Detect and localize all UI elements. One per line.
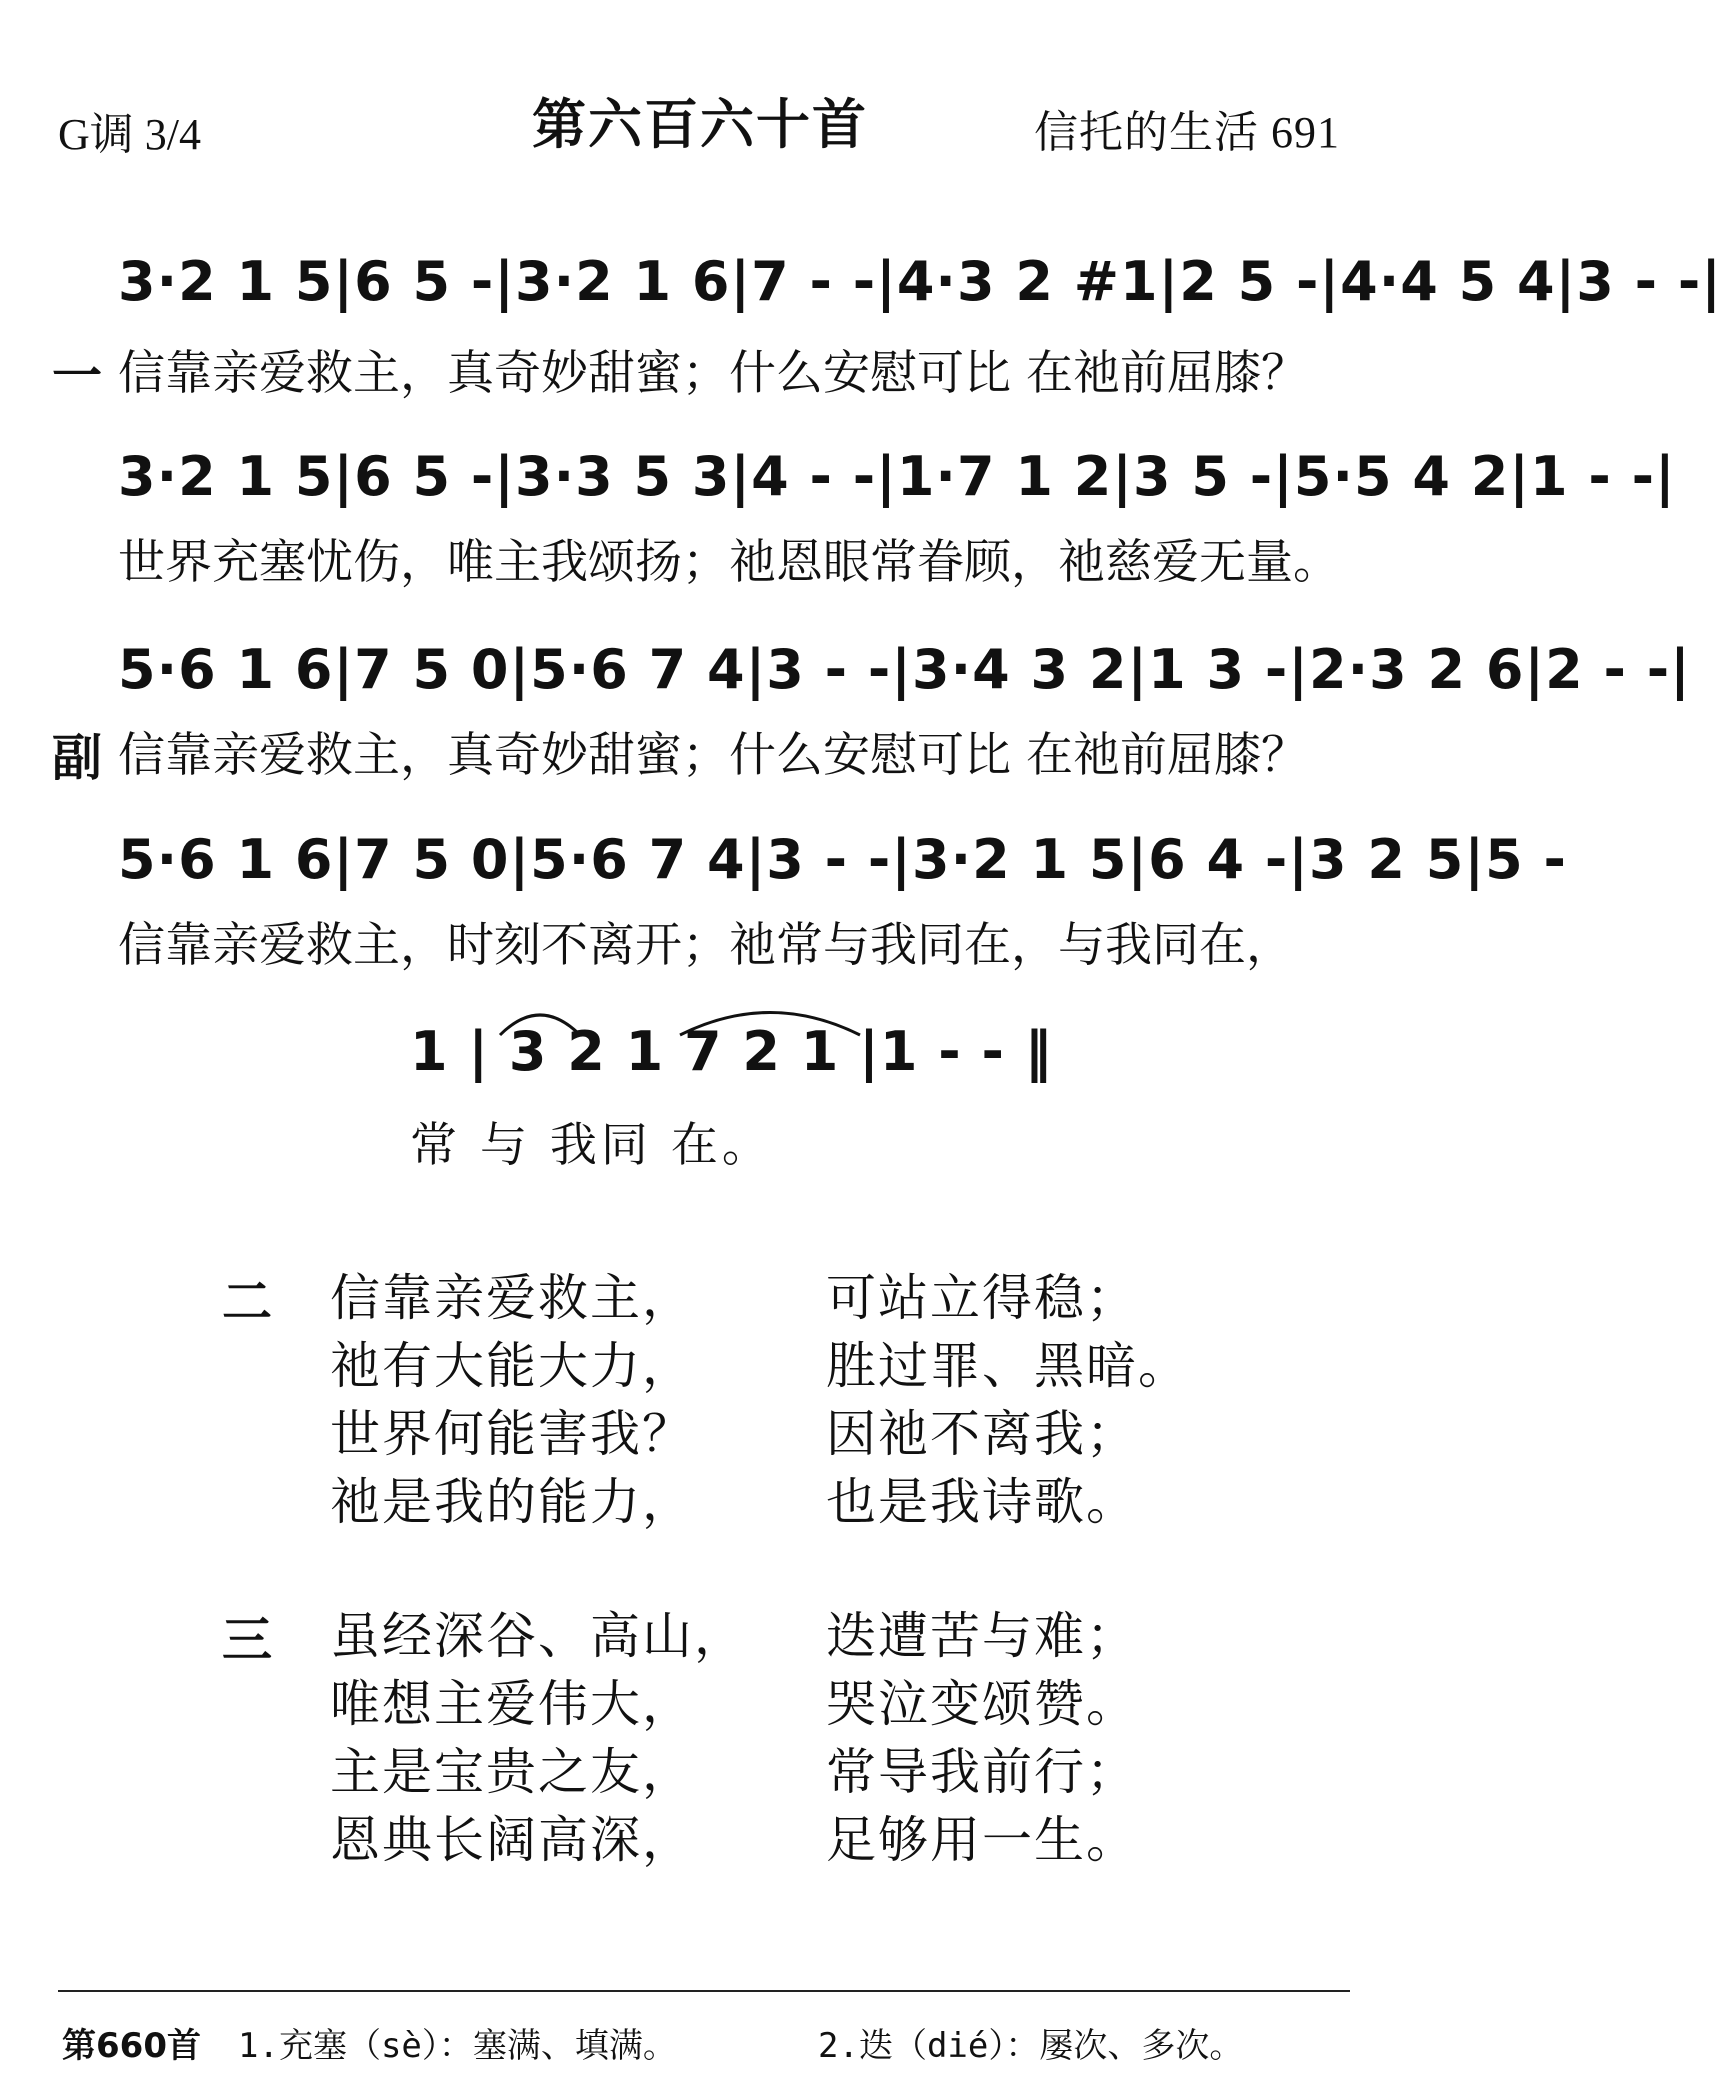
verse-3-line-3-left: 主是宝贵之友， [330, 1743, 694, 1801]
key-signature: G调 3/4 [58, 110, 201, 159]
stanza-one-marker: 一 [52, 347, 102, 405]
verse-3-number: 三 [222, 1611, 272, 1669]
verse-3-line-4-right: 足够用一生。 [826, 1811, 1138, 1869]
notation-row-2: 3·2 1 5|6 5 -|3·3 5 3|4 - -|1·7 1 2|3 5 -|5·5 4 2|1 - -| [118, 445, 1676, 508]
verse-3-line-2-left: 唯想主爱伟大， [330, 1675, 694, 1733]
verse-2-line-3-left: 世界何能害我？ [330, 1405, 694, 1463]
verse-3-line-1-left: 虽经深谷、高山， [330, 1607, 746, 1665]
verse-3-line-1-right: 迭遭苦与难； [826, 1607, 1138, 1665]
lyric-row-5: 常 与 我同 在。 [410, 1118, 773, 1173]
notation-row-4: 5·6 1 6|7 5 0|5·6 7 4|3 - -|3·2 1 5|6 4 -|3 2 5|5 - [118, 828, 1567, 891]
lyric-row-1: 信靠亲爱救主，真奇妙甜蜜；什么安慰可比 在祂前屈膝？ [118, 346, 1308, 401]
verse-2-line-2-left: 祂有大能大力， [330, 1337, 694, 1395]
notation-row-5: 1 | 3 2 1 7 2 1 |1 - - ‖ [410, 1020, 1053, 1083]
notation-row-3: 5·6 1 6|7 5 0|5·6 7 4|3 - -|3·4 3 2|1 3 -|2·3 2 6|2 - -| [118, 638, 1691, 701]
hymn-title: 第六百六十首 [532, 93, 868, 156]
footnote-note-2: 2.迭（dié）：屡次、多次。 [818, 2026, 1244, 2066]
notation-row-1: 3·2 1 5|6 5 -|3·2 1 6|7 - -|4·3 2 #1|2 5 -|4·4 5 4|3 - -| [118, 250, 1722, 313]
verse-3-line-3-right: 常导我前行； [826, 1743, 1138, 1801]
lyric-row-3: 信靠亲爱救主，真奇妙甜蜜；什么安慰可比 在祂前屈膝？ [118, 728, 1308, 783]
lyric-row-4: 信靠亲爱救主，时刻不离开；祂常与我同在，与我同在， [118, 918, 1293, 973]
footnote-label: 第660首 [62, 2026, 201, 2066]
verse-2-line-4-right: 也是我诗歌。 [826, 1473, 1138, 1531]
footnote-note-1: 1.充塞（sè）：塞满、填满。 [238, 2026, 677, 2066]
verse-2-line-4-left: 祂是我的能力， [330, 1473, 694, 1531]
verse-2-line-2-right: 胜过罪、黑暗。 [826, 1337, 1190, 1395]
chorus-marker: 副 [52, 729, 102, 787]
verse-2-number: 二 [222, 1273, 272, 1331]
lyric-row-2: 世界充塞忧伤，唯主我颂扬；祂恩眼常眷顾，祂慈爱无量。 [118, 535, 1340, 590]
verse-2-line-1-right: 可站立得稳； [826, 1269, 1138, 1327]
verse-2-line-1-left: 信靠亲爱救主， [330, 1269, 694, 1327]
verse-2-line-3-right: 因祂不离我； [826, 1405, 1138, 1463]
verse-3-line-2-right: 哭泣变颂赞。 [826, 1675, 1138, 1733]
hymn-category-number: 信托的生活 691 [1034, 108, 1340, 157]
footnote-divider [58, 1990, 1350, 1992]
verse-3-line-4-left: 恩典长阔高深， [330, 1811, 694, 1869]
